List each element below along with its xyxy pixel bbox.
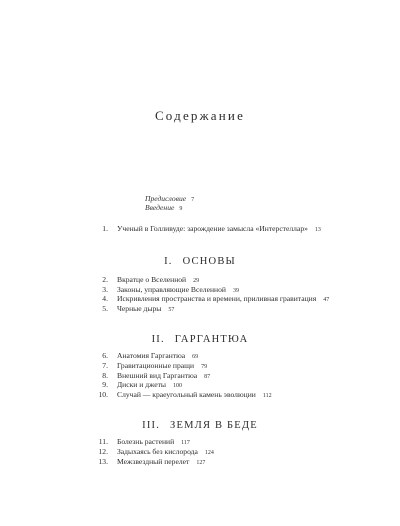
part-name: ЗЕМЛЯ В БЕДЕ bbox=[170, 420, 258, 431]
toc-entry-number: 11. bbox=[98, 437, 108, 446]
toc-page-number: 124 bbox=[204, 450, 214, 456]
toc-entry-label: Гравитационные пращи bbox=[117, 361, 195, 370]
toc-entry-label: Ученый в Голливуде: зарождение замысла «Интерстеллар» bbox=[117, 224, 308, 233]
toc-entry-label: Диски и джеты bbox=[117, 380, 167, 389]
toc-page-number: 9 bbox=[179, 206, 183, 212]
toc-entry-label: Анатомия Гаргантюа bbox=[117, 351, 186, 360]
toc-page-number: 87 bbox=[204, 374, 211, 380]
toc-entry-number: 9. bbox=[102, 380, 108, 389]
toc-page-number: 117 bbox=[181, 440, 190, 446]
toc-entry-number: 7. bbox=[102, 361, 108, 370]
toc-page-number: 69 bbox=[192, 354, 199, 360]
toc-entry-number: 3. bbox=[102, 285, 108, 294]
toc-front-item[interactable] bbox=[145, 203, 182, 212]
toc-entry-number: 10. bbox=[98, 390, 108, 399]
part-roman-numeral: III. bbox=[142, 420, 161, 431]
toc-entry-number: 6. bbox=[102, 351, 108, 360]
toc-entry-number: 12. bbox=[98, 447, 108, 456]
part-name: ОСНОВЫ bbox=[182, 256, 236, 267]
toc-page-number: 13 bbox=[314, 227, 321, 233]
toc-part-heading[interactable] bbox=[0, 334, 400, 345]
toc-page-number: 127 bbox=[196, 460, 206, 466]
toc-entry-label: Внешний вид Гаргантюа bbox=[117, 371, 198, 380]
page-title: Содержание bbox=[154, 108, 246, 123]
toc-page-number: 47 bbox=[323, 297, 330, 303]
toc-entry-label: Законы, управляющие Вселенной bbox=[117, 285, 226, 294]
part-roman-numeral: I. bbox=[164, 256, 173, 267]
toc-entry-number: 5. bbox=[102, 304, 108, 313]
toc-entry-label: Черные дыры bbox=[117, 304, 162, 313]
toc-front-label: Предисловие bbox=[145, 194, 187, 203]
toc-page-number: 79 bbox=[201, 364, 208, 370]
toc-entry-label: Искривления пространства и времени, приливная гравитация bbox=[117, 294, 317, 303]
toc-entry-number: 8. bbox=[102, 371, 108, 380]
toc-entry-label: Задыхаясь без кислорода bbox=[117, 447, 198, 456]
toc-page-number: 112 bbox=[262, 393, 272, 399]
toc-entry-number: 2. bbox=[102, 275, 108, 284]
toc-front-item[interactable] bbox=[145, 194, 194, 203]
part-roman-numeral: II. bbox=[151, 334, 165, 345]
toc-part-heading[interactable] bbox=[0, 420, 400, 431]
toc-page-number: 100 bbox=[173, 383, 183, 389]
toc-entry-label: Межзвездный перелет bbox=[117, 457, 190, 466]
toc-page-number: 7 bbox=[191, 197, 195, 203]
toc-entry-number: 13. bbox=[98, 457, 108, 466]
toc-entry-label: Случай — краеугольный камень эволюции bbox=[117, 390, 256, 399]
toc-page-number: 39 bbox=[232, 288, 239, 294]
toc-entry-label: Болезнь растений bbox=[117, 437, 175, 446]
toc-entry-label: Вкратце о Вселенной bbox=[117, 275, 187, 284]
toc-front-label: Введение bbox=[145, 203, 175, 212]
toc-page-number: 57 bbox=[168, 307, 175, 313]
toc-entry-number: 4. bbox=[102, 294, 108, 303]
toc-page-number: 29 bbox=[193, 278, 200, 284]
toc-part-heading[interactable] bbox=[0, 256, 400, 267]
toc-entry-number: 1. bbox=[102, 224, 108, 233]
part-name: ГАРГАНТЮА bbox=[174, 334, 249, 345]
